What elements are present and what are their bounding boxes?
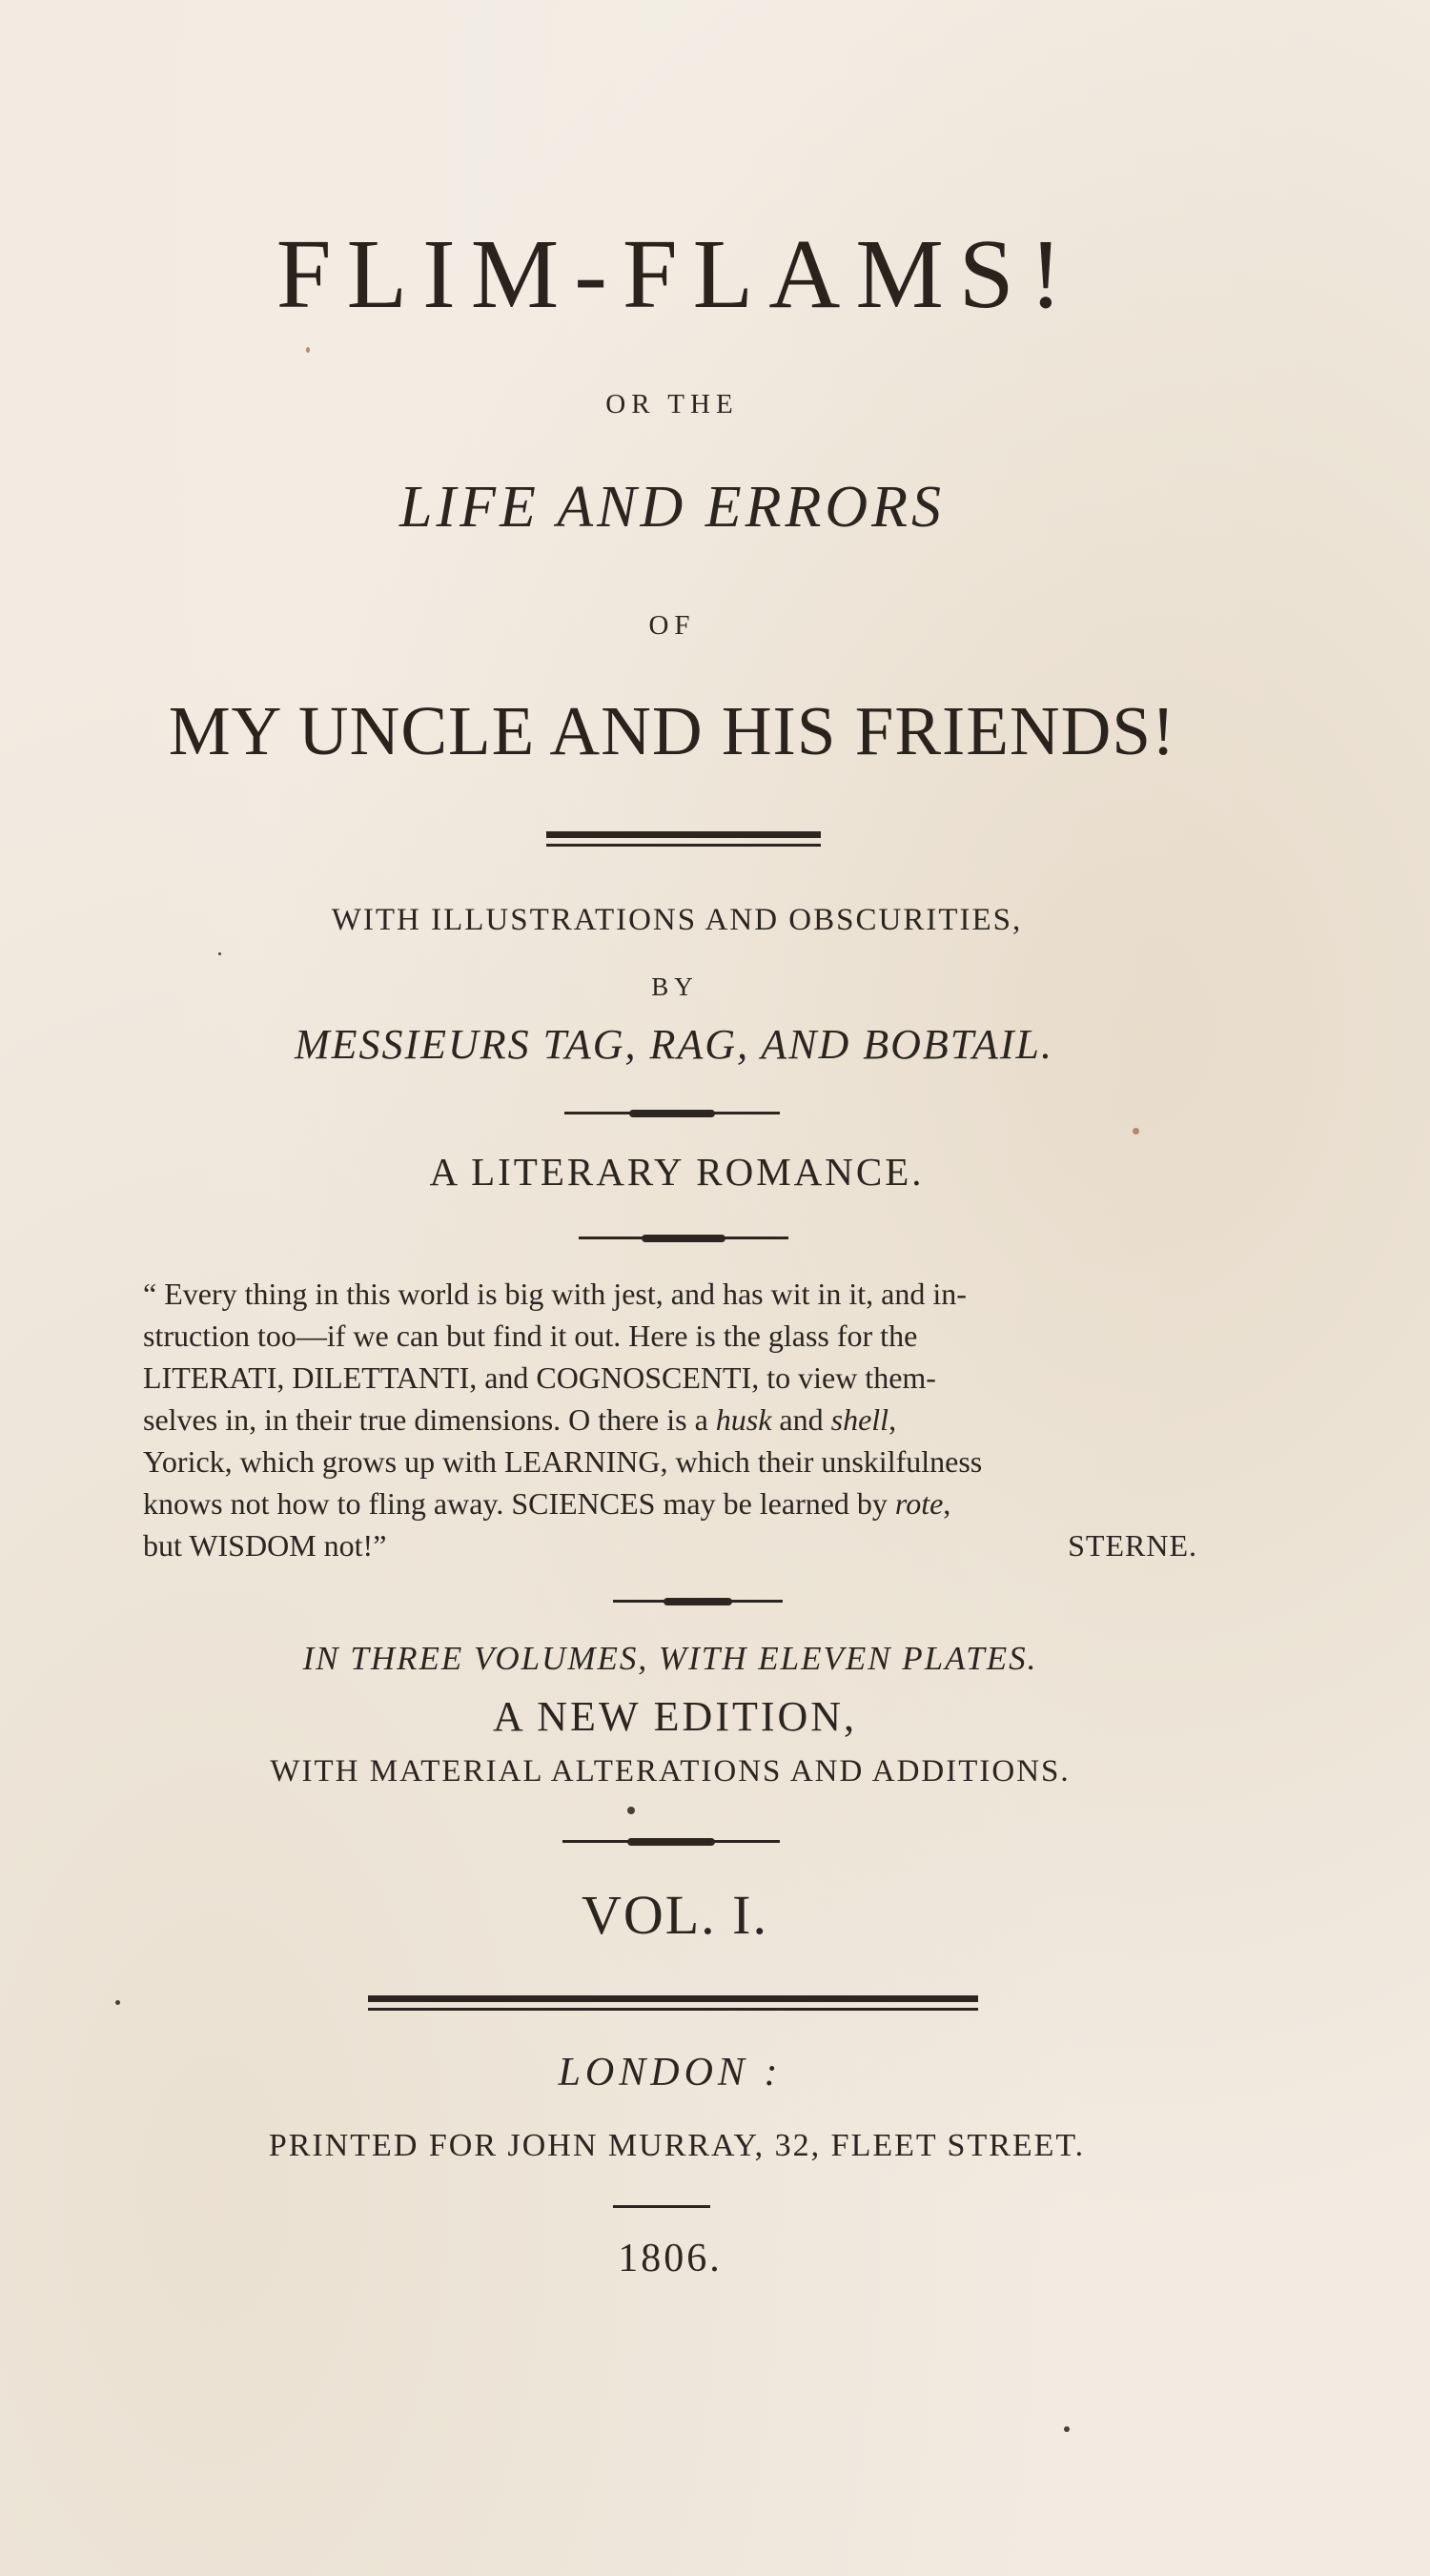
- double-rule-divider: [368, 1995, 978, 2013]
- ornamental-rule: [579, 1235, 788, 1242]
- double-rule-divider: [546, 831, 821, 848]
- subtitle-life-and-errors: LIFE AND ERRORS: [398, 475, 945, 540]
- volumes-plates-line: IN THREE VOLUMES, WITH ELEVEN PLATES.: [302, 1640, 1038, 1677]
- foxing-spot: [1064, 2426, 1070, 2432]
- ornamental-rule: [562, 1838, 780, 1846]
- epigraph-line: but WISDOM not!” STERNE.: [143, 1524, 1239, 1566]
- epigraph-line: selves in, in their true dimensions. O there is a husk and shell,: [143, 1402, 897, 1437]
- ornamental-rule: [613, 1598, 783, 1605]
- or-the-text: OR THE: [605, 389, 739, 419]
- epigraph: [143, 1273, 1239, 1566]
- publication-year: 1806.: [618, 2237, 723, 2280]
- epigraph-line: Yorick, which grows up with LEARNING, which their unskilfulness: [143, 1444, 983, 1479]
- epigraph-line: knows not how to fling away. SCIENCES may be learned by rote,: [143, 1486, 951, 1521]
- publication-place: LONDON :: [558, 2051, 783, 2095]
- ink-dot: [627, 1807, 635, 1814]
- by-text: BY: [651, 972, 699, 1001]
- foxing-spot: [115, 2000, 120, 2005]
- epigraph-line: struction too—if we can but find it out. Here is the glass for the: [143, 1319, 918, 1353]
- foxing-spot: [306, 347, 310, 353]
- edition-line: A NEW EDITION,: [492, 1693, 858, 1740]
- subtitle-uncle-and-friends: MY UNCLE AND HIS FRIENDS!: [168, 692, 1176, 769]
- epigraph-line: LITERATI, DILETTANTI, and COGNOSCENTI, to view them-: [143, 1360, 936, 1395]
- epigraph-attribution: STERNE.: [1068, 1528, 1197, 1563]
- authors-line: MESSIEURS TAG, RAG, AND BOBTAIL.: [294, 1021, 1054, 1068]
- illustrations-line: WITH ILLUSTRATIONS AND OBSCURITIES,: [331, 903, 1023, 937]
- printer-line: PRINTED FOR JOHN MURRAY, 32, FLEET STREET.: [268, 2128, 1086, 2163]
- volume-number: VOL. I.: [581, 1884, 768, 1946]
- epigraph-line: “ Every thing in this world is big with jest, and has wit in it, and in-: [143, 1277, 967, 1311]
- genre-line: A LITERARY ROMANCE.: [429, 1150, 925, 1194]
- foxing-spot: [218, 952, 221, 955]
- alterations-line: WITH MATERIAL ALTERATIONS AND ADDITIONS.: [270, 1754, 1071, 1789]
- book-title: FLIM-FLAMS!: [276, 219, 1078, 329]
- ornamental-rule: [564, 1110, 780, 1117]
- of-text: OF: [648, 610, 696, 641]
- foxing-spot: [1133, 1128, 1139, 1135]
- short-rule: [613, 2205, 710, 2208]
